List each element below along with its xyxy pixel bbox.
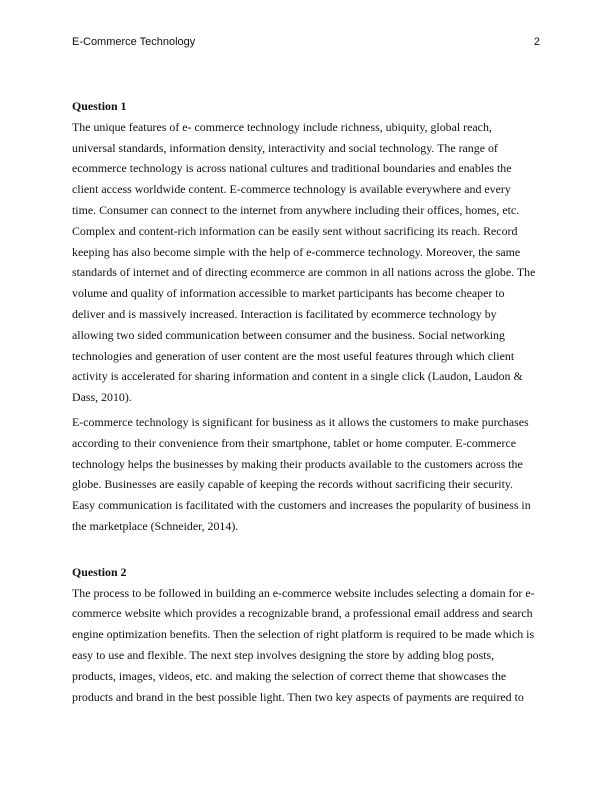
text-line: Easy communication is facilitated with the customers and increases the popularity of business in [72, 498, 531, 513]
text-line: The unique features of e- commerce technology include richness, ubiquity, global reach, [72, 119, 492, 134]
text-line: easy to use and flexible. The next step involves designing the store by adding blog posts, [72, 647, 495, 662]
text-line: volume and quality of information accessible to market participants has become cheaper to [72, 286, 505, 301]
text-line: universal standards, information density, interactivity and social technology. The range of [72, 140, 498, 155]
text-line: engine optimization benefits. Then the selection of right platform is required to be made which is [72, 627, 535, 642]
header-title: E-Commerce Technology [72, 36, 196, 48]
text-line: deliver and is massively increased. Interaction is facilitated by ecommerce technology by [72, 306, 497, 321]
text-line: allowing two sided communication between consumer and the business. Social networking [72, 327, 505, 342]
text-line: E-commerce technology is significant for business as it allows the customers to make purchases [72, 414, 529, 429]
document-body [72, 96, 540, 707]
question-1-heading: Question 1 [72, 99, 127, 113]
text-line: technology helps the businesses by making their products available to the customers across the [72, 456, 523, 471]
text-line: The process to be followed in building an e-commerce website includes selecting a domain for e- [72, 585, 535, 600]
text-line: technologies and generation of user content are the most useful features through which client [72, 348, 515, 363]
page-header [72, 36, 540, 50]
question-2-paragraph-1 [72, 583, 540, 708]
text-line: Dass, 2010). [72, 390, 132, 405]
text-line: the marketplace (Schneider, 2014). [72, 518, 239, 533]
question-1-paragraph-1 [72, 117, 540, 408]
text-line: products and brand in the best possible light. Then two key aspects of payments are required to [72, 689, 524, 704]
text-line: according to their convenience from their smartphone, tablet or home computer. E-commerce [72, 435, 517, 450]
text-line: activity is accelerated for sharing information and content in a single click (Laudon, Laudon & [72, 369, 523, 384]
text-line: time. Consumer can connect to the internet from anywhere including their offices, homes, etc. [72, 202, 520, 217]
text-line: products, images, videos, etc. and making the selection of correct theme that showcases the [72, 668, 507, 683]
text-line: globe. Businesses are easily capable of keeping the records without sacrificing their security. [72, 477, 514, 492]
text-line: ecommerce technology is across national cultures and traditional boundaries and enables the [72, 161, 512, 176]
page-number: 2 [533, 36, 540, 48]
text-line: standards of internet and of directing ecommerce are common in all nations across the globe. The [72, 265, 536, 280]
text-line: Complex and content-rich information can be easily sent without sacrificing its reach. Record [72, 223, 518, 238]
question-2-heading: Question 2 [72, 564, 127, 579]
text-line: client access worldwide content. E-commerce technology is available everywhere and every [72, 182, 511, 197]
question-1-paragraph-2 [72, 412, 540, 537]
text-line: keeping has also become simple with the help of e-commerce technology. Moreover, the same [72, 244, 521, 259]
text-line: commerce website which provides a recognizable brand, a professional email address and search [72, 606, 533, 621]
